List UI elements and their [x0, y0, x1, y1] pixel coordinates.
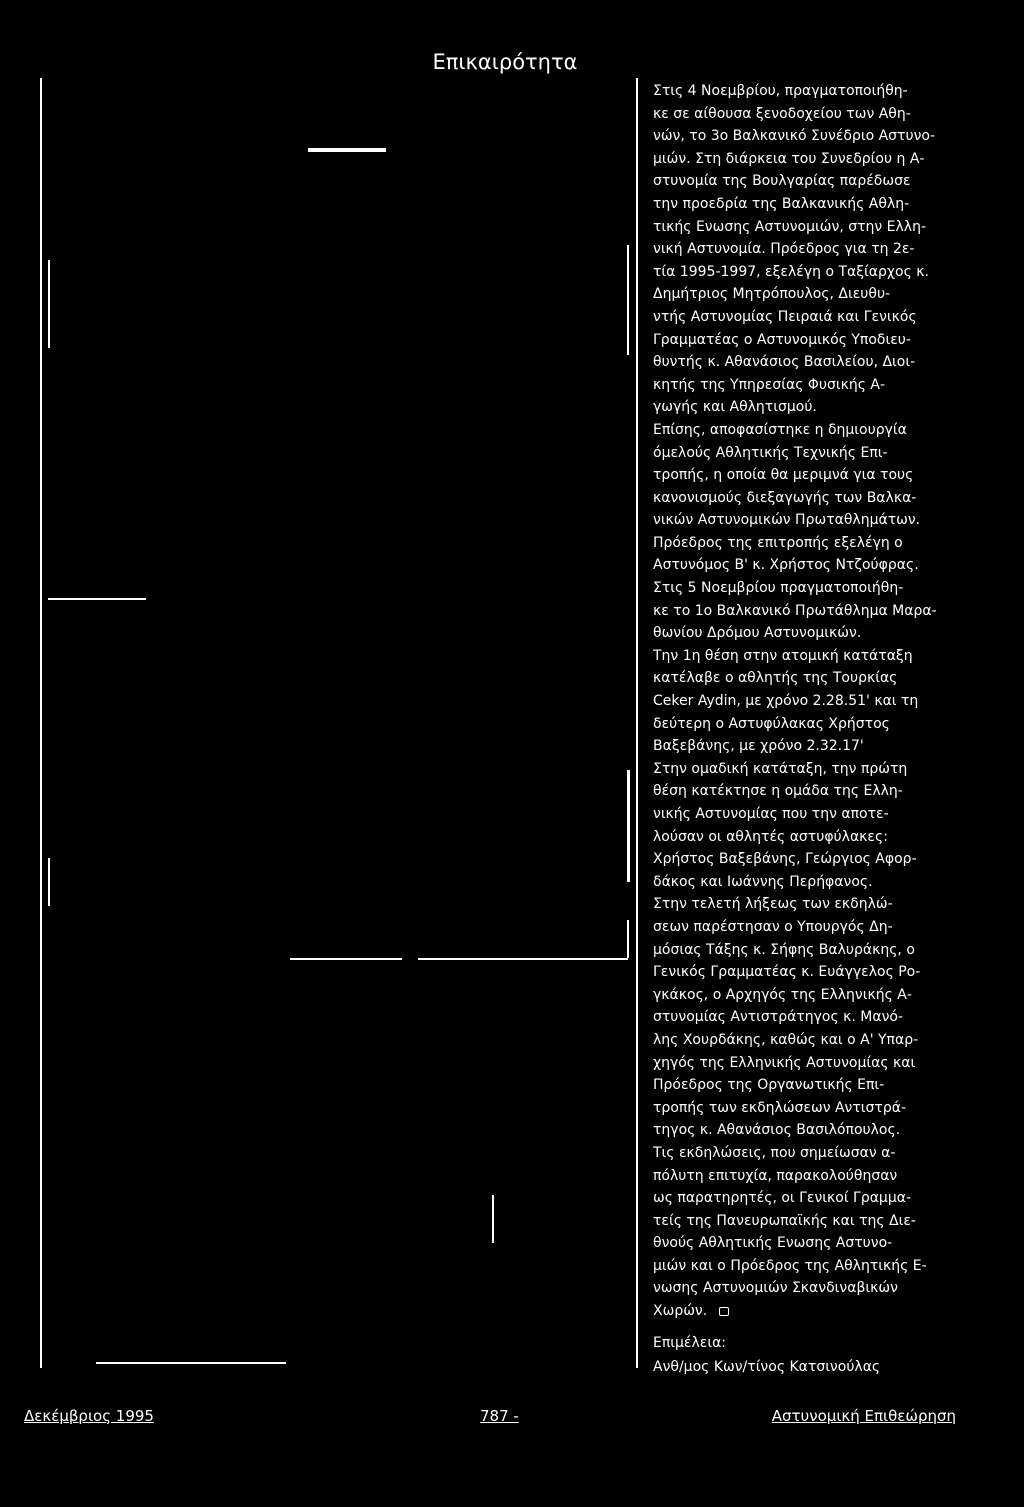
article-line: Πρόεδρος της Οργανωτικής Επι- [653, 1077, 885, 1094]
article-line: μόσιας Τάξης κ. Σήφης Βαλυράκης, ο [653, 941, 915, 958]
article-line: στυνομίας Αντιστράτηγος κ. Μανό- [653, 1009, 904, 1026]
article-line: Αστυνόμος Β' κ. Χρήστος Ντζούφρας. [653, 557, 919, 574]
editor-credit [653, 1331, 977, 1379]
rule-long-lower-a [290, 958, 402, 960]
article-line: πόλυτη επιτυχία, παρακολούθησαν [653, 1167, 898, 1184]
article-line: χηγός της Ελληνικής Αστυνομίας και [653, 1054, 916, 1071]
article-body [653, 80, 977, 1323]
footer-magazine-title: Αστυνομική Επιθεώρηση [771, 1407, 956, 1425]
article-line: τικής Ενωσης Αστυνομιών, στην Ελλη- [653, 218, 926, 235]
article-line: τείς της Πανευρωπαϊκής και της Διε- [653, 1212, 916, 1229]
article-line: ντής Αστυνομίας Πειραιά και Γενικός [653, 308, 917, 325]
article-line: κητής της Υπηρεσίας Φυσικής Α- [653, 376, 886, 393]
article-line: στυνομία της Βουλγαρίας παρέδωσε [653, 173, 911, 190]
rule-mark-left-lower [48, 858, 50, 906]
article-line: Βαξεβάνης, με χρόνο 2.32.17' [653, 738, 864, 755]
article-line: γωγής και Αθλητισμού. [653, 399, 817, 416]
rule-mark-right-bottom [627, 920, 629, 958]
article-line: ως παρατηρητές, οι Γενικοί Γραμμα- [653, 1190, 912, 1207]
article-line: νών, το 3ο Βαλκανικό Συνέδριο Αστυνο- [653, 128, 936, 145]
rule-long-lower-b [418, 958, 628, 960]
frame-rule-right [636, 78, 638, 1368]
rule-mark-top [308, 148, 386, 152]
rule-mark-center-bottom [492, 1195, 494, 1243]
frame-rule-left [40, 78, 42, 1368]
article-line: Γενικός Γραμματέας κ. Ευάγγελος Ρο- [653, 964, 921, 981]
article-line: Τις εκδηλώσεις, που σημείωσαν α- [653, 1144, 896, 1161]
article-line: όμελούς Αθλητικής Τεχνικής Επι- [653, 444, 888, 461]
article-line: κανονισμούς διεξαγωγής των Βαλκα- [653, 489, 917, 506]
article-line: Στις 5 Νοεμβρίου πραγματοποιήθη- [653, 580, 904, 597]
article-line: λης Χουρδάκης, καθώς και ο Α' Υπαρ- [653, 1031, 919, 1048]
article-line: Στην τελετή λήξεως των εκδηλώ- [653, 896, 893, 913]
article-line: Την 1η θέση στην ατομική κατάταξη [653, 647, 913, 664]
section-title: Επικαιρότητα [432, 50, 578, 74]
rule-mark-right-lower [627, 770, 630, 882]
article-line: νικής Αστυνομίας που την αποτε- [653, 806, 889, 822]
article-line: θέση κατέκτησε η ομάδα της Ελλη- [653, 783, 903, 800]
article-line: Πρόεδρος της επιτροπής εξελέγη ο [653, 534, 903, 551]
article-line: κε το 1ο Βαλκανικό Πρωτάθλημα Μαρα- [653, 602, 937, 619]
article-line: κε σε αίθουσα ξενοδοχείου των Αθη- [653, 105, 911, 122]
article-line: Ceker Aydin, με χρόνο 2.28.51' και τη [653, 693, 919, 710]
article-line: νωσης Αστυνομιών Σκανδιναβικών [653, 1280, 898, 1297]
article-line: δάκος και Ιωάννης Περήφανος. [653, 873, 873, 890]
article-line: Γραμματέας ο Αστυνομικός Υποδιευ- [653, 331, 911, 348]
article-line: θυντής κ. Αθανάσιος Βασιλείου, Διοι- [653, 354, 916, 371]
editor-label: Επιμέλεια: [653, 1335, 727, 1351]
article-line: τία 1995-1997, εξελέγη ο Ταξίαρχος κ. [653, 263, 929, 280]
article-line: γκάκος, ο Αρχηγός της Ελληνικής Α- [653, 986, 912, 1003]
article-line: θωνίου Δρόμου Αστυνομικών. [653, 625, 862, 642]
article-line: Στην ομαδική κατάταξη, την πρώτη [653, 760, 908, 777]
end-of-article-icon [719, 1307, 729, 1316]
footer-date: Δεκέμβριος 1995 [24, 1407, 154, 1425]
editor-name: Ανθ/μος Κων/τίνος Κατσινούλας [653, 1359, 881, 1375]
article-line: Χρήστος Βαξεβάνης, Γεώργιος Αφορ- [653, 851, 917, 868]
article-line: λούσαν οι αθλητές αστυφύλακες: [653, 828, 888, 845]
article-line: τροπής των εκδηλώσεων Αντιστρά- [653, 1099, 907, 1116]
article-line: Επίσης, αποφασίστηκε η δημιουργία [653, 421, 907, 438]
article-line: σεων παρέστησαν ο Υπουργός Δη- [653, 918, 893, 935]
article-line: τροπής, η οποία θα μεριμνά για τους [653, 467, 914, 484]
footer-page-number: 787 - [480, 1407, 519, 1425]
page-footer [0, 1407, 1024, 1427]
rule-mark-left-upper [48, 260, 50, 348]
article-line: Χωρών. [653, 1300, 977, 1323]
article-line: δεύτερη ο Αστυφύλακας Χρήστος [653, 715, 890, 732]
article-line: θνούς Αθλητικής Ενωσης Αστυνο- [653, 1235, 893, 1252]
article-line: Δημήτριος Μητρόπουλος, Διευθυ- [653, 286, 891, 303]
article-line: κατέλαβε ο αθλητής της Τουρκίας [653, 670, 898, 687]
rule-short-left [48, 598, 146, 600]
article-line: μιών και ο Πρόεδρος της Αθλητικής Ε- [653, 1257, 927, 1274]
rule-bottom-left [96, 1362, 286, 1364]
article-line: νική Αστυνομία. Πρόεδρος για τη 2ε- [653, 241, 915, 258]
article-line: την προεδρία της Βαλκανικής Αθλη- [653, 195, 910, 212]
article-line: Στις 4 Νοεμβρίου, πραγματοποιήθη- [653, 83, 908, 99]
article-line: τηγος κ. Αθανάσιος Βασιλόπουλος. [653, 1122, 901, 1139]
rule-mark-right-upper [627, 245, 629, 355]
article-line: νικών Αστυνομικών Πρωταθλημάτων. [653, 512, 921, 529]
article-line: μιών. Στη διάρκεια του Συνεδρίου η Α- [653, 150, 925, 167]
